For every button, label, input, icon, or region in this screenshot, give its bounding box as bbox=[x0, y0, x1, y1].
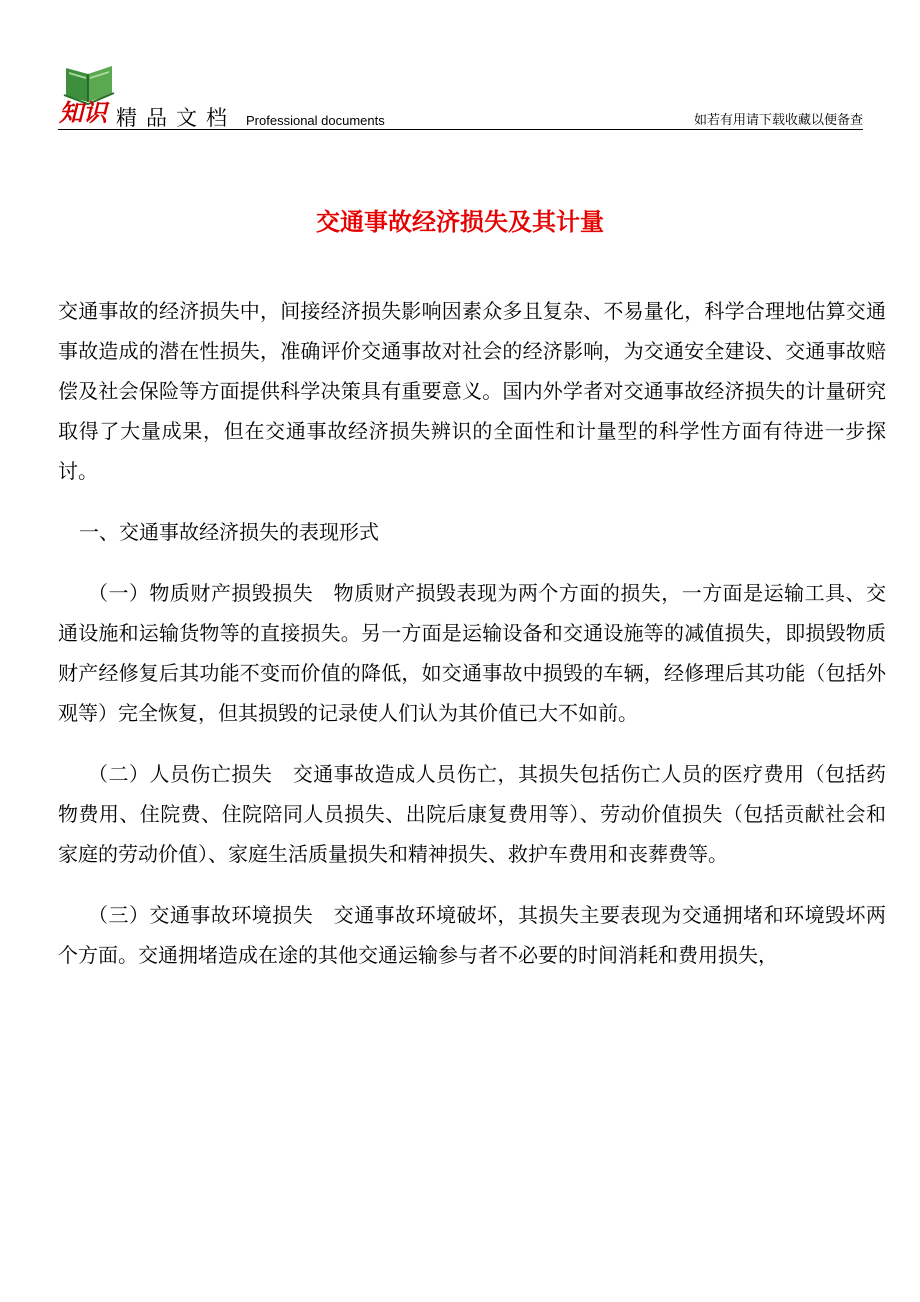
header-divider bbox=[58, 129, 863, 130]
logo-lettering: 知识 bbox=[59, 98, 107, 126]
brand-name: 精品文档 bbox=[116, 106, 236, 130]
header-note: 如若有用请下载收藏以便备查 bbox=[693, 113, 863, 128]
intro-paragraph: 交通事故的经济损失中，间接经济损失影响因素众多且复杂、不易量化，科学合理地估算交通事故造成的潜在性损失，准确评价交通事故对社会的经济影响，为交通安全建设、交通事故赔偿及社会保险等方面提供科学决策具有重要意义。国内外学者对交通事故经济损失的计量研究取得了大量成果，但在交通事故经济损失辨识的全面性和计量型的科学性方面有待进一步探讨。 bbox=[58, 299, 886, 483]
subsection-paragraph-environment-loss: （三）交通事故环境损失 交通事故环境破坏，其损失主要表现为交通拥堵和环境毁坏两个方面。交通拥堵造成在途的其他交通运输参与者不必要的时间消耗和费用损失， bbox=[58, 903, 886, 967]
subsection-paragraph-property-loss: （一）物质财产损毁损失 物质财产损毁表现为两个方面的损失，一方面是运输工具、交通设施和运输货物等的直接损失。另一方面是运输设备和交通设施等的减值损失，即损毁物质财产经修复后其功能不变而价值的降低，如交通事故中损毁的车辆，经修理后其功能（包括外观等）完全恢复，但其损毁的记录使人们认为其价值已大不如前。 bbox=[58, 581, 886, 725]
document-title: 交通事故经济损失及其计量 bbox=[316, 208, 604, 237]
brand-tagline: Professional documents bbox=[246, 113, 385, 128]
knowledge-logo-icon bbox=[58, 62, 120, 126]
page-header bbox=[58, 62, 863, 130]
section-heading: 一、交通事故经济损失的表现形式 bbox=[79, 520, 379, 544]
document-body bbox=[58, 291, 886, 996]
subsection-paragraph-casualty-loss: （二）人员伤亡损失 交通事故造成人员伤亡，其损失包括伤亡人员的医疗费用（包括药物费用、住院费、住院陪同人员损失、出院后康复费用等）、劳动价值损失（包括贡献社会和家庭的劳动价值）、家庭生活质量损失和精神损失、救护车费用和丧葬费等。 bbox=[58, 762, 886, 866]
